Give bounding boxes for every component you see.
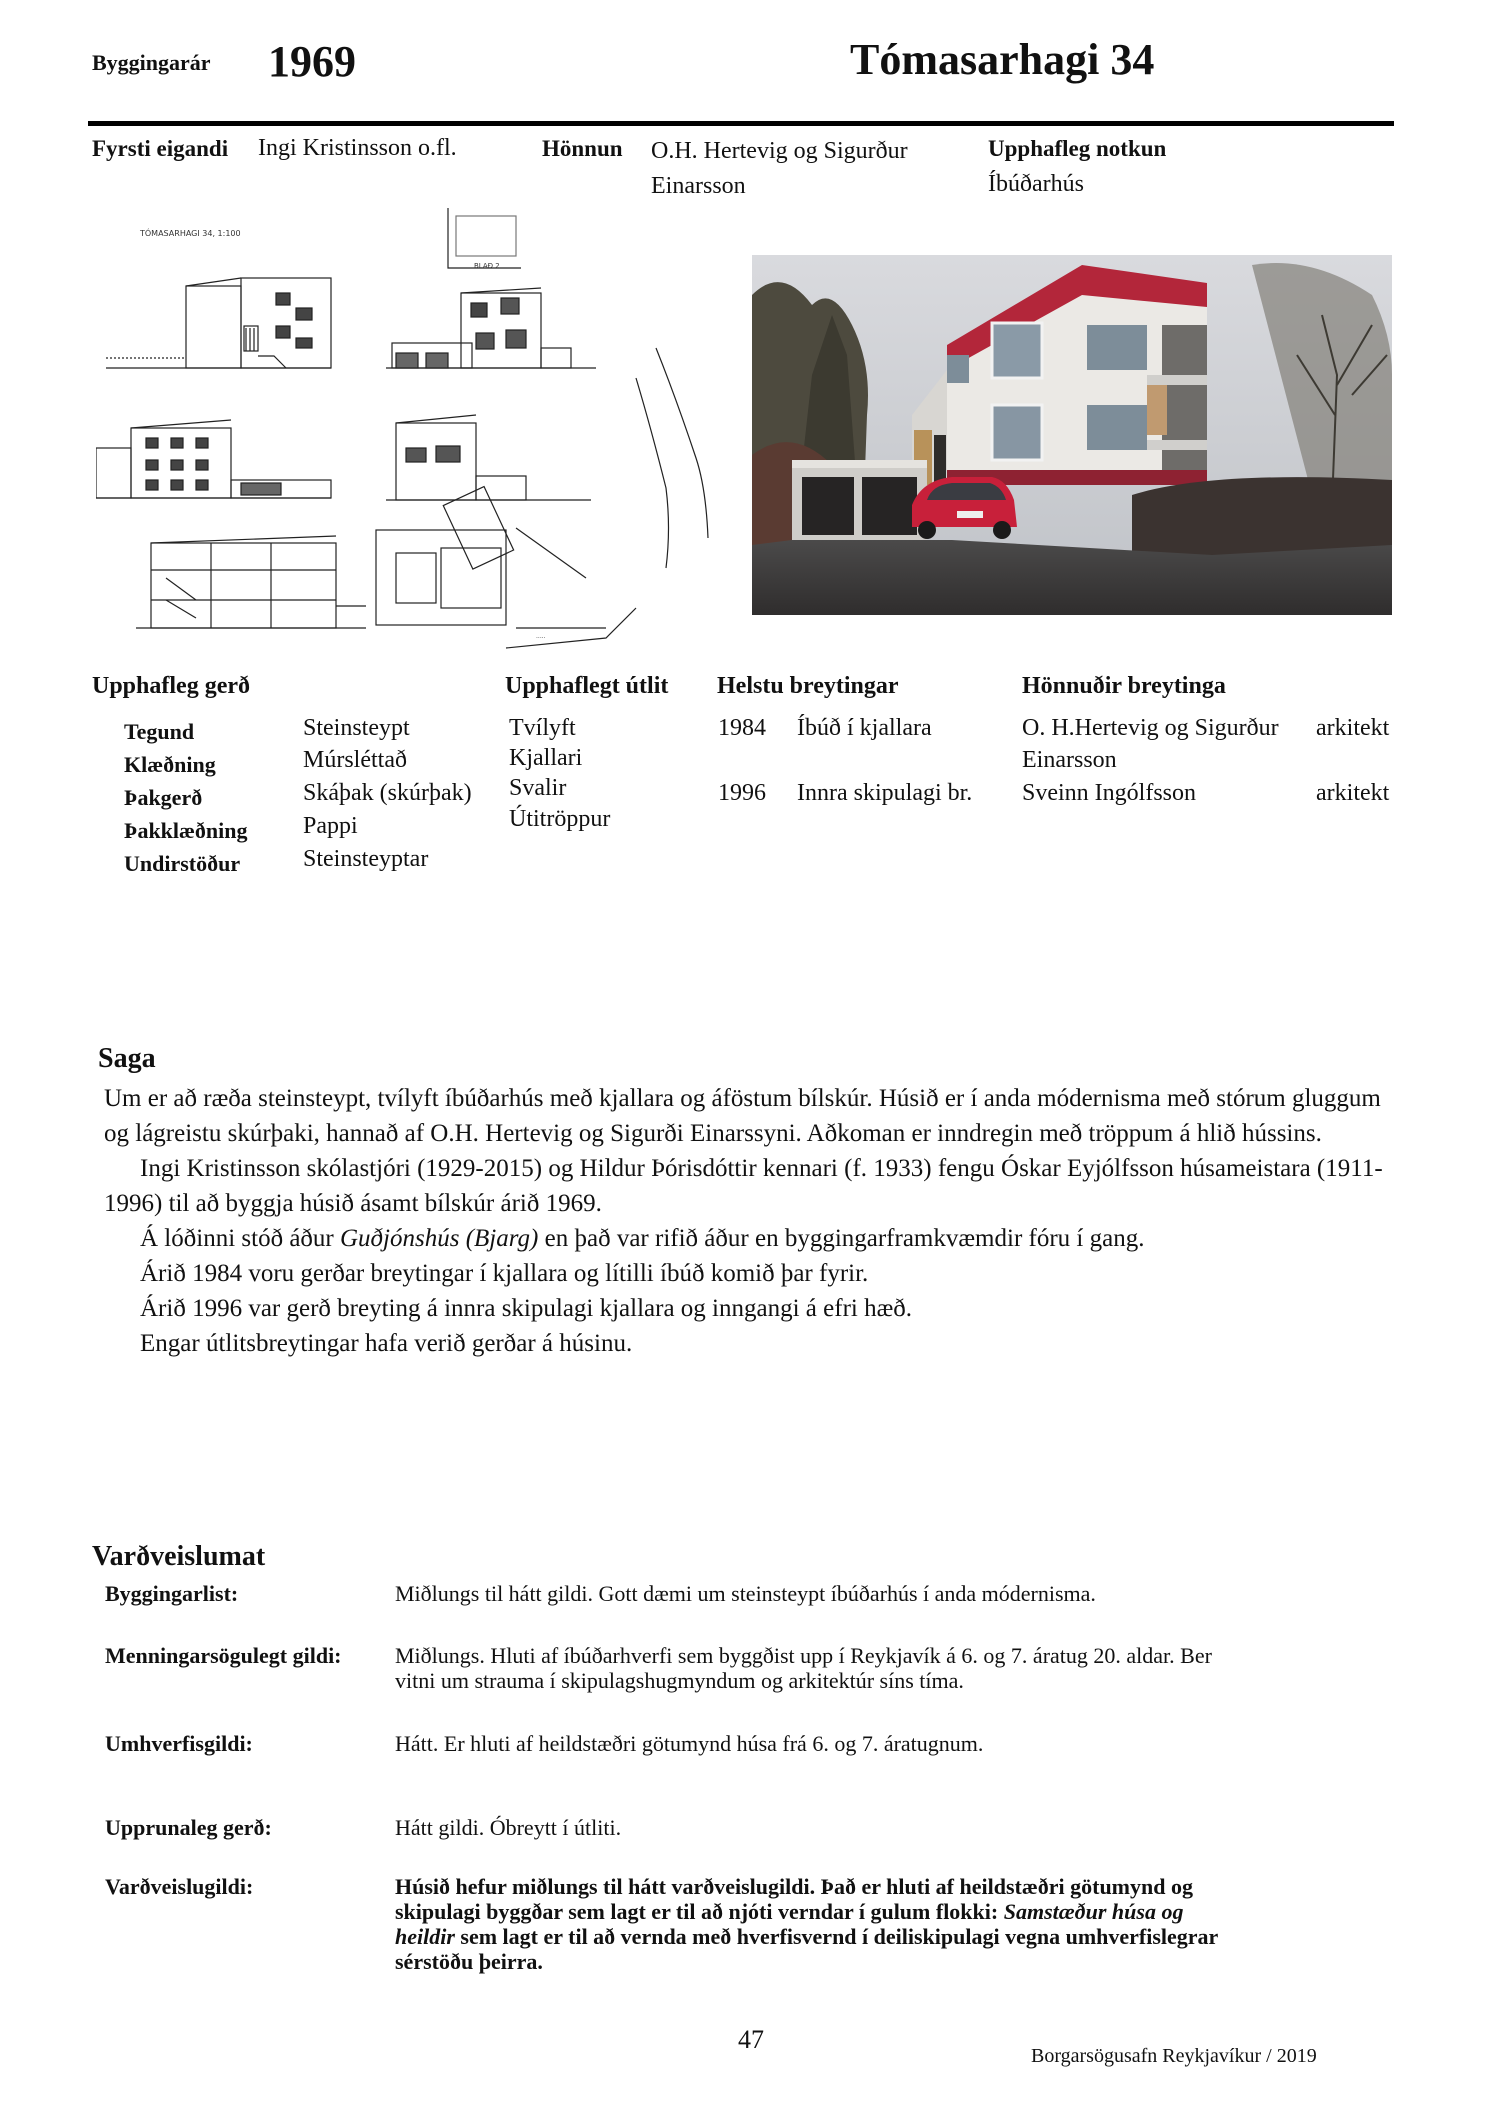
design-value-line1: O.H. Hertevig og Sigurður (651, 138, 908, 164)
saga-paragraph: Ingi Kristinsson skólastjóri (1929-2015) og Hildur Þórisdóttir kennari (f. 1933) fengu Óskar Eyjólfsson húsameistara (1911-1996) til að byggja húsið ásamt bílskúr árið 1969. (104, 1155, 1383, 1217)
change-year: 1984 (718, 715, 766, 741)
change-designers-heading: Hönnuðir breytinga (1022, 673, 1226, 699)
roof-type-label: Þakgerð (124, 785, 203, 810)
saga-heading: Saga (98, 1043, 156, 1074)
original-look-heading: Upphaflegt útlit (505, 673, 669, 699)
use-label: Upphafleg notkun (988, 136, 1167, 161)
change-designer: O. H.Hertevig og Sigurður (1022, 715, 1279, 741)
assessment-heading: Varðveislumat (92, 1541, 266, 1572)
architectural-drawings (96, 208, 716, 658)
type-value: Steinsteypt (303, 715, 410, 741)
look-item: Útitröppur (509, 806, 611, 832)
look-item: Tvílyft (509, 715, 576, 741)
change-description: Innra skipulagi br. (797, 780, 973, 806)
saga-paragraph: Um er að ræða steinsteypt, tvílyft íbúðarhús með kjallara og áföstum bílskúr. Húsið er í anda módernisma með stórum gluggum og lágreistu skúrþaki, hannað af O.H. Hertevig og Sigurði Einarssyni. Aðkoman er inndregin með tröppum á hlið hússins. (104, 1085, 1381, 1147)
preservation-label: Varðveislugildi: (105, 1874, 254, 1899)
design-value-line2: Einarsson (651, 173, 746, 199)
saga-paragraph: Árið 1984 voru gerðar breytingar í kjallara og lítilli íbúð komið þar fyrir. (140, 1260, 869, 1287)
address-title: Tómasarhagi 34 (850, 35, 1155, 84)
demolished-house-name: Guðjónshús (Bjarg) (340, 1225, 539, 1252)
svg-text:TÓMASARHAGI 34, 1:100: TÓMASARHAGI 34, 1:100 (140, 229, 241, 238)
change-designer: Sveinn Ingólfsson (1022, 780, 1196, 806)
cladding-value: Múrsléttað (303, 747, 407, 773)
changes-heading: Helstu breytingar (717, 673, 899, 699)
roof-cover-label: Þakklæðning (124, 818, 248, 843)
design-label: Hönnun (542, 136, 623, 161)
saga-paragraph: Engar útlitsbreytingar hafa verið gerðar á húsinu. (140, 1330, 633, 1357)
environment-value: Hátt. Er hluti af heildstæðri götumynd húsa frá 6. og 7. áratugnum. (395, 1731, 984, 1756)
change-description: Íbúð í kjallara (797, 715, 932, 741)
header-rule (88, 121, 1394, 126)
owner-label: Fyrsti eigandi (92, 136, 229, 161)
type-label: Tegund (124, 719, 195, 744)
saga-paragraph: Árið 1996 var gerð breyting á innra skipulagi kjallara og inngangi á efri hæð. (140, 1295, 913, 1322)
preservation-value: Húsið hefur miðlungs til hátt varðveislugildi. Það er hluti af heildstæðri götumynd og skipulagi byggðar sem lagt er til að njóti verndar í gulum flokki: Samstæður húsa og heildir sem lagt er til að vernda með hverfisvernd í deiliskipulagi vegna umhverfislegrar sérstöðu þeirra. (395, 1874, 1219, 1974)
architecture-value: Miðlungs til hátt gildi. Gott dæmi um steinsteypt íbúðarhús í anda módernisma. (395, 1581, 1096, 1606)
foundation-label: Undirstöður (124, 851, 241, 876)
year-label: Byggingarár (92, 50, 211, 75)
saga-text (104, 1081, 1394, 1361)
cladding-label: Klæðning (124, 752, 216, 777)
cultural-value: Miðlungs. Hluti af íbúðarhverfi sem byggðist upp í Reykjavík á 6. og 7. áratug 20. aldar. Ber vitni um strauma í skipulagshugmyndum og arkitektúr síns tíma. (395, 1643, 1212, 1693)
page-number: 47 (738, 2025, 764, 2054)
house-photo (752, 255, 1392, 615)
original-state-value: Hátt gildi. Óbreytt í útliti. (395, 1815, 622, 1840)
roof-type-value: Skáþak (skúrþak) (303, 780, 472, 806)
owner-value: Ingi Kristinsson o.fl. (258, 135, 457, 161)
change-role: arkitekt (1316, 715, 1390, 741)
look-item: Svalir (509, 775, 567, 801)
change-role: arkitekt (1316, 780, 1390, 806)
architecture-label: Byggingarlist: (105, 1581, 239, 1606)
look-item: Kjallari (509, 745, 583, 771)
environment-label: Umhverfisgildi: (105, 1731, 253, 1756)
original-state-label: Upprunaleg gerð: (105, 1815, 272, 1840)
use-value: Íbúðarhús (988, 171, 1084, 197)
original-form-heading: Upphafleg gerð (92, 673, 250, 699)
change-designer-cont: Einarsson (1022, 747, 1117, 773)
foundation-value: Steinsteyptar (303, 846, 429, 872)
change-year: 1996 (718, 780, 766, 806)
svg-text:·····: ····· (536, 635, 546, 642)
build-year: 1969 (268, 37, 356, 86)
roof-cover-value: Pappi (303, 813, 358, 839)
svg-text:BLAÐ 2: BLAÐ 2 (474, 262, 500, 270)
cultural-label: Menningarsögulegt gildi: (105, 1643, 342, 1668)
source-credit: Borgarsögusafn Reykjavíkur / 2019 (1031, 2045, 1317, 2067)
saga-paragraph: Á lóðinni stóð áður Guðjónshús (Bjarg) en það var rifið áður en byggingarframkvæmdir fóru í gang. (140, 1225, 1145, 1252)
